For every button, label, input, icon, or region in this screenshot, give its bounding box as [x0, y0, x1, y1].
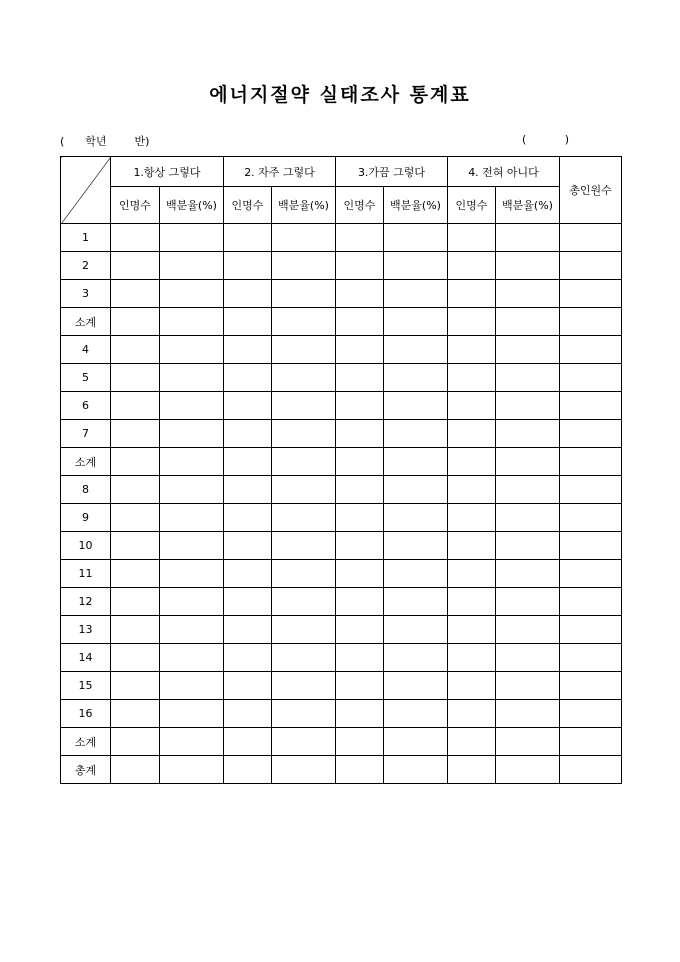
data-cell[interactable]: [224, 532, 272, 560]
data-cell[interactable]: [336, 280, 384, 308]
data-cell[interactable]: [111, 336, 160, 364]
row-label: 5: [61, 364, 111, 392]
data-cell[interactable]: [560, 420, 622, 448]
data-cell[interactable]: [336, 308, 384, 336]
data-cell[interactable]: [336, 420, 384, 448]
data-cell[interactable]: [272, 420, 336, 448]
table-row: [61, 588, 622, 616]
data-cell[interactable]: [336, 252, 384, 280]
data-cell[interactable]: [272, 644, 336, 672]
data-cell[interactable]: [448, 756, 496, 784]
data-cell[interactable]: [160, 616, 224, 644]
data-cell[interactable]: [224, 224, 272, 252]
data-cell[interactable]: [496, 476, 560, 504]
table-row: [61, 560, 622, 588]
table-row: [61, 364, 622, 392]
data-cell[interactable]: [560, 252, 622, 280]
count-header: 인명수: [111, 187, 160, 224]
data-cell[interactable]: [496, 616, 560, 644]
data-cell[interactable]: [336, 224, 384, 252]
data-cell[interactable]: [560, 700, 622, 728]
data-cell[interactable]: [160, 476, 224, 504]
data-cell[interactable]: [160, 308, 224, 336]
data-cell[interactable]: [336, 644, 384, 672]
data-cell[interactable]: [224, 560, 272, 588]
data-cell[interactable]: [560, 560, 622, 588]
data-cell[interactable]: [448, 504, 496, 532]
data-cell[interactable]: [384, 700, 448, 728]
row-label: 소계: [61, 728, 111, 756]
data-cell[interactable]: [272, 336, 336, 364]
table-row: [61, 392, 622, 420]
data-cell[interactable]: [448, 252, 496, 280]
data-cell[interactable]: [448, 532, 496, 560]
row-label: 7: [61, 420, 111, 448]
data-cell[interactable]: [224, 392, 272, 420]
table-row: [61, 672, 622, 700]
data-cell[interactable]: [160, 700, 224, 728]
data-cell[interactable]: [111, 588, 160, 616]
data-cell[interactable]: [448, 280, 496, 308]
data-cell[interactable]: [272, 252, 336, 280]
data-cell[interactable]: [560, 616, 622, 644]
data-cell[interactable]: [272, 588, 336, 616]
data-cell[interactable]: [224, 644, 272, 672]
data-cell[interactable]: [448, 420, 496, 448]
data-cell[interactable]: [336, 364, 384, 392]
data-cell[interactable]: [384, 420, 448, 448]
row-label: 10: [61, 532, 111, 560]
data-cell[interactable]: [111, 504, 160, 532]
data-cell[interactable]: [111, 644, 160, 672]
row-label: 9: [61, 504, 111, 532]
data-cell[interactable]: [224, 364, 272, 392]
data-cell[interactable]: [560, 364, 622, 392]
table-row: [61, 224, 622, 252]
grade-class-label: ( 학년 반): [60, 135, 150, 148]
data-cell[interactable]: [336, 392, 384, 420]
data-cell[interactable]: [384, 252, 448, 280]
data-cell[interactable]: [448, 588, 496, 616]
data-cell[interactable]: [384, 672, 448, 700]
data-cell[interactable]: [160, 560, 224, 588]
data-cell[interactable]: [224, 336, 272, 364]
table-row: [61, 336, 622, 364]
data-cell[interactable]: [111, 476, 160, 504]
row-label: 3: [61, 280, 111, 308]
data-cell[interactable]: [272, 672, 336, 700]
data-cell[interactable]: [111, 532, 160, 560]
table-row: [61, 420, 622, 448]
data-cell[interactable]: [111, 448, 160, 476]
data-cell[interactable]: [496, 336, 560, 364]
data-cell[interactable]: [560, 280, 622, 308]
data-cell[interactable]: [384, 448, 448, 476]
data-cell[interactable]: [336, 700, 384, 728]
data-cell[interactable]: [160, 672, 224, 700]
data-cell[interactable]: [111, 420, 160, 448]
data-cell[interactable]: [496, 532, 560, 560]
total-header: 총인원수: [560, 157, 622, 224]
name-label: ( ): [522, 133, 570, 146]
percent-header: 백분율(%): [496, 187, 560, 224]
group-header: 1.항상 그렇다: [111, 157, 224, 187]
data-cell[interactable]: [272, 616, 336, 644]
row-label: 11: [61, 560, 111, 588]
table-row: [61, 700, 622, 728]
table-row: [61, 756, 622, 784]
data-cell[interactable]: [448, 392, 496, 420]
row-label: 소계: [61, 448, 111, 476]
statistics-table: [60, 156, 622, 784]
table-row: [61, 504, 622, 532]
data-cell[interactable]: [160, 224, 224, 252]
data-cell[interactable]: [496, 392, 560, 420]
data-cell[interactable]: [272, 560, 336, 588]
data-cell[interactable]: [160, 644, 224, 672]
data-cell[interactable]: [384, 616, 448, 644]
data-cell[interactable]: [224, 728, 272, 756]
data-cell[interactable]: [224, 672, 272, 700]
data-cell[interactable]: [496, 728, 560, 756]
data-cell[interactable]: [111, 392, 160, 420]
data-cell[interactable]: [448, 728, 496, 756]
data-cell[interactable]: [224, 420, 272, 448]
data-cell[interactable]: [160, 756, 224, 784]
data-cell[interactable]: [448, 672, 496, 700]
data-cell[interactable]: [384, 532, 448, 560]
data-cell[interactable]: [111, 252, 160, 280]
data-cell[interactable]: [560, 756, 622, 784]
data-cell[interactable]: [272, 448, 336, 476]
data-cell[interactable]: [224, 252, 272, 280]
data-cell[interactable]: [560, 728, 622, 756]
data-cell[interactable]: [111, 672, 160, 700]
data-cell[interactable]: [224, 700, 272, 728]
row-label: 총계: [61, 756, 111, 784]
data-cell[interactable]: [160, 728, 224, 756]
data-cell[interactable]: [384, 644, 448, 672]
data-cell[interactable]: [384, 280, 448, 308]
data-cell[interactable]: [384, 308, 448, 336]
data-cell[interactable]: [160, 364, 224, 392]
data-cell[interactable]: [384, 560, 448, 588]
data-cell[interactable]: [224, 476, 272, 504]
data-cell[interactable]: [224, 756, 272, 784]
table-row: [61, 728, 622, 756]
data-cell[interactable]: [336, 560, 384, 588]
data-cell[interactable]: [496, 644, 560, 672]
data-cell[interactable]: [160, 280, 224, 308]
data-cell[interactable]: [224, 308, 272, 336]
data-cell[interactable]: [336, 728, 384, 756]
data-cell[interactable]: [111, 560, 160, 588]
percent-header: 백분율(%): [384, 187, 448, 224]
percent-header: 백분율(%): [160, 187, 224, 224]
data-cell[interactable]: [111, 280, 160, 308]
row-label: 소계: [61, 308, 111, 336]
data-cell[interactable]: [272, 504, 336, 532]
data-cell[interactable]: [560, 308, 622, 336]
data-cell[interactable]: [272, 476, 336, 504]
data-cell[interactable]: [272, 756, 336, 784]
data-cell[interactable]: [496, 756, 560, 784]
data-cell[interactable]: [496, 364, 560, 392]
data-cell[interactable]: [560, 448, 622, 476]
data-cell[interactable]: [496, 588, 560, 616]
data-cell[interactable]: [160, 336, 224, 364]
data-cell[interactable]: [560, 224, 622, 252]
data-cell[interactable]: [160, 532, 224, 560]
data-cell[interactable]: [160, 392, 224, 420]
row-label: 2: [61, 252, 111, 280]
data-cell[interactable]: [560, 644, 622, 672]
data-cell[interactable]: [384, 728, 448, 756]
data-cell[interactable]: [336, 336, 384, 364]
data-cell[interactable]: [336, 756, 384, 784]
data-cell[interactable]: [111, 700, 160, 728]
count-header: 인명수: [336, 187, 384, 224]
data-cell[interactable]: [448, 364, 496, 392]
data-cell[interactable]: [448, 644, 496, 672]
data-cell[interactable]: [336, 588, 384, 616]
count-header: 인명수: [224, 187, 272, 224]
row-label: 12: [61, 588, 111, 616]
data-cell[interactable]: [272, 308, 336, 336]
table-row: [61, 532, 622, 560]
group-header: 2. 자주 그렇다: [224, 157, 336, 187]
data-cell[interactable]: [560, 672, 622, 700]
data-cell[interactable]: [224, 280, 272, 308]
group-header: 3.가끔 그렇다: [336, 157, 448, 187]
data-cell[interactable]: [224, 616, 272, 644]
table-row: [61, 280, 622, 308]
data-cell[interactable]: [160, 504, 224, 532]
page-title: 에너지절약 실태조사 통계표: [209, 84, 471, 106]
table-row: [61, 308, 622, 336]
row-label: 15: [61, 672, 111, 700]
data-cell[interactable]: [560, 392, 622, 420]
data-cell[interactable]: [560, 532, 622, 560]
data-cell[interactable]: [384, 504, 448, 532]
data-cell[interactable]: [560, 504, 622, 532]
row-label: 16: [61, 700, 111, 728]
data-cell[interactable]: [336, 476, 384, 504]
data-cell[interactable]: [160, 252, 224, 280]
data-cell[interactable]: [496, 560, 560, 588]
data-cell[interactable]: [384, 756, 448, 784]
data-cell[interactable]: [160, 448, 224, 476]
data-cell[interactable]: [448, 308, 496, 336]
data-cell[interactable]: [160, 588, 224, 616]
data-cell[interactable]: [384, 336, 448, 364]
data-cell[interactable]: [336, 532, 384, 560]
table-row: [61, 476, 622, 504]
row-label: 13: [61, 616, 111, 644]
data-cell[interactable]: [560, 588, 622, 616]
data-cell[interactable]: [272, 700, 336, 728]
data-cell[interactable]: [496, 700, 560, 728]
data-cell[interactable]: [496, 448, 560, 476]
data-cell[interactable]: [384, 224, 448, 252]
data-cell[interactable]: [560, 336, 622, 364]
data-cell[interactable]: [272, 532, 336, 560]
row-label: 6: [61, 392, 111, 420]
table-row: [61, 644, 622, 672]
data-cell[interactable]: [384, 364, 448, 392]
data-cell[interactable]: [448, 560, 496, 588]
data-cell[interactable]: [496, 308, 560, 336]
data-cell[interactable]: [336, 504, 384, 532]
data-cell[interactable]: [336, 672, 384, 700]
data-cell[interactable]: [272, 364, 336, 392]
row-label: 4: [61, 336, 111, 364]
diagonal-corner-cell: [61, 157, 111, 224]
data-cell[interactable]: [448, 476, 496, 504]
data-cell[interactable]: [448, 616, 496, 644]
data-cell[interactable]: [448, 700, 496, 728]
table-row: [61, 252, 622, 280]
data-cell[interactable]: [336, 448, 384, 476]
data-cell[interactable]: [272, 392, 336, 420]
row-label: 14: [61, 644, 111, 672]
data-cell[interactable]: [111, 308, 160, 336]
data-cell[interactable]: [224, 588, 272, 616]
data-cell[interactable]: [111, 728, 160, 756]
data-cell[interactable]: [384, 588, 448, 616]
data-cell[interactable]: [160, 420, 224, 448]
data-cell[interactable]: [272, 280, 336, 308]
data-cell[interactable]: [384, 392, 448, 420]
data-cell[interactable]: [448, 336, 496, 364]
group-header: 4. 전혀 아니다: [448, 157, 560, 187]
row-label: 1: [61, 224, 111, 252]
data-cell[interactable]: [224, 504, 272, 532]
data-cell[interactable]: [111, 364, 160, 392]
data-cell[interactable]: [224, 448, 272, 476]
data-cell[interactable]: [272, 728, 336, 756]
data-cell[interactable]: [448, 224, 496, 252]
data-cell[interactable]: [111, 224, 160, 252]
data-cell[interactable]: [496, 280, 560, 308]
row-label: 8: [61, 476, 111, 504]
data-cell[interactable]: [111, 756, 160, 784]
data-cell[interactable]: [496, 672, 560, 700]
data-cell[interactable]: [560, 476, 622, 504]
table-row: [61, 616, 622, 644]
data-cell[interactable]: [448, 448, 496, 476]
count-header: 인명수: [448, 187, 496, 224]
data-cell[interactable]: [336, 616, 384, 644]
data-cell[interactable]: [111, 616, 160, 644]
data-cell[interactable]: [496, 420, 560, 448]
data-cell[interactable]: [496, 504, 560, 532]
data-cell[interactable]: [496, 224, 560, 252]
data-cell[interactable]: [384, 476, 448, 504]
data-cell[interactable]: [272, 224, 336, 252]
table-row: [61, 448, 622, 476]
data-cell[interactable]: [496, 252, 560, 280]
percent-header: 백분율(%): [272, 187, 336, 224]
